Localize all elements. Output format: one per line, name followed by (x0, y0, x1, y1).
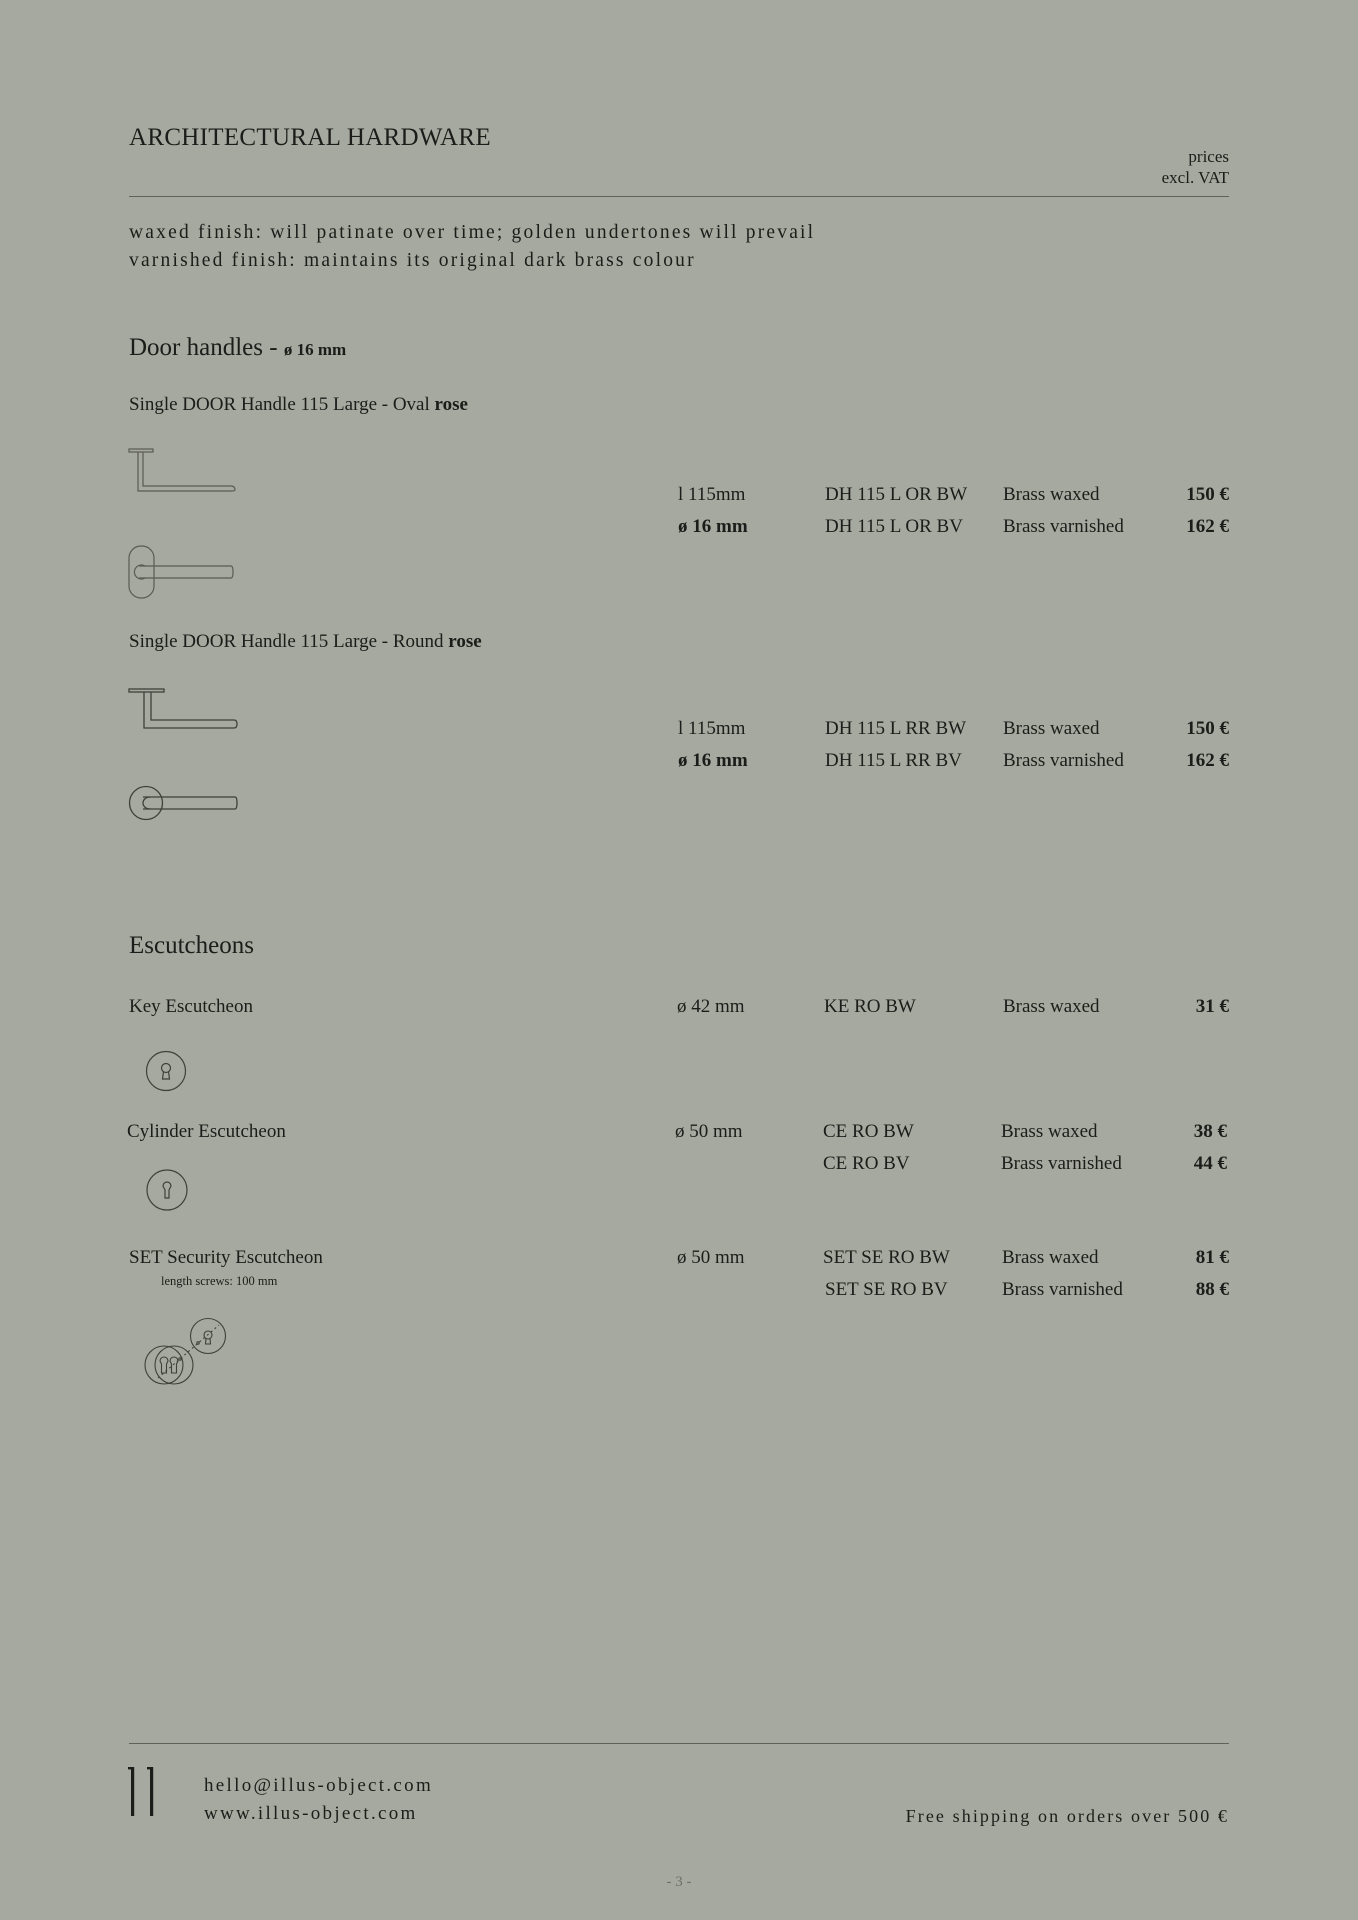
oval-rose-handle-side-icon (129, 446, 239, 494)
round-rose-handle-side-icon (129, 686, 241, 731)
product-code: DH 115 L RR BW (825, 718, 967, 739)
product-finish: Brass varnished (1002, 1279, 1123, 1300)
product-price: 44 € (1193, 1153, 1227, 1174)
cylinder-escutcheon-icon (146, 1169, 188, 1211)
page-number: - 3 - (666, 1874, 692, 1890)
key-escutcheon-icon (146, 1051, 186, 1091)
security-escutcheon-set-icon (140, 1313, 232, 1385)
product-price: 88 € (1195, 1279, 1229, 1300)
prices-line-1: prices (1188, 147, 1229, 166)
shipping-note: Free shipping on orders over 500 € (905, 1806, 1229, 1826)
oval-rose-handle-front-icon (129, 544, 239, 600)
finish-note-waxed: waxed finish: will patinate over time; golden undertones will prevail (129, 222, 816, 243)
product-name-cylinder-escutcheon: Cylinder Escutcheon (127, 1121, 286, 1142)
product-price: 31 € (1195, 996, 1229, 1017)
product-price: 150 € (1186, 484, 1229, 505)
product-spec-length: l 115mm (678, 718, 746, 739)
product-code: CE RO BV (823, 1153, 910, 1174)
product-price: 38 € (1193, 1121, 1227, 1142)
product-name-round-rose (129, 631, 482, 653)
section-heading-escutcheons: Escutcheons (129, 932, 254, 959)
product-finish: Brass varnished (1001, 1153, 1122, 1174)
product-finish: Brass waxed (1003, 484, 1100, 505)
product-size: ø 50 mm (675, 1121, 743, 1142)
product-finish: Brass varnished (1003, 750, 1124, 771)
product-finish: Brass waxed (1003, 996, 1100, 1017)
product-code: DH 115 L RR BV (825, 750, 962, 771)
product-code: DH 115 L OR BW (825, 484, 968, 505)
product-spec-diameter: ø 16 mm (678, 750, 748, 771)
product-price: 150 € (1186, 718, 1229, 739)
product-price: 162 € (1186, 750, 1229, 771)
product-code: SET SE RO BV (825, 1279, 948, 1300)
product-size: ø 42 mm (677, 996, 745, 1017)
prices-line-2: excl. VAT (1161, 168, 1229, 187)
product-name-set-security-escutcheon: SET Security Escutcheon (129, 1247, 323, 1268)
section-heading-door-handles (129, 334, 346, 362)
footer-divider (129, 1743, 1229, 1744)
website-link[interactable]: www.illus-object.com (204, 1803, 418, 1824)
prices-note (1162, 146, 1229, 188)
contact-email-link[interactable]: hello@illus-object.com (204, 1775, 434, 1796)
product-name-text: Single DOOR Handle 115 Large - Round (129, 631, 449, 652)
page-title: ARCHITECTURAL HARDWARE (129, 124, 491, 151)
product-code: KE RO BW (824, 996, 916, 1017)
round-rose-handle-front-icon (129, 786, 241, 822)
door-handles-diameter: ø 16 mm (283, 340, 347, 359)
product-code: SET SE RO BW (823, 1247, 950, 1268)
product-price: 81 € (1195, 1247, 1229, 1268)
brand-logo-icon (128, 1766, 160, 1818)
product-code: CE RO BW (823, 1121, 914, 1142)
product-name-bold: rose (434, 394, 468, 415)
product-finish: Brass varnished (1003, 516, 1124, 537)
product-code: DH 115 L OR BV (825, 516, 963, 537)
product-price: 162 € (1186, 516, 1229, 537)
door-handles-heading: Door handles - (129, 334, 284, 361)
header-divider (129, 196, 1229, 197)
product-size: ø 50 mm (677, 1247, 745, 1268)
product-spec-length: l 115mm (678, 484, 746, 505)
product-finish: Brass waxed (1002, 1247, 1099, 1268)
product-name-bold: rose (448, 631, 482, 652)
screw-length-note: length screws: 100 mm (161, 1274, 278, 1288)
product-name-text: Single DOOR Handle 115 Large - Oval (129, 394, 435, 415)
product-name-key-escutcheon: Key Escutcheon (129, 996, 253, 1017)
product-name-oval-rose (129, 394, 468, 416)
finish-note-varnished: varnished finish: maintains its original dark brass colour (129, 250, 696, 271)
product-finish: Brass waxed (1001, 1121, 1098, 1142)
product-spec-diameter: ø 16 mm (678, 516, 748, 537)
product-finish: Brass waxed (1003, 718, 1100, 739)
